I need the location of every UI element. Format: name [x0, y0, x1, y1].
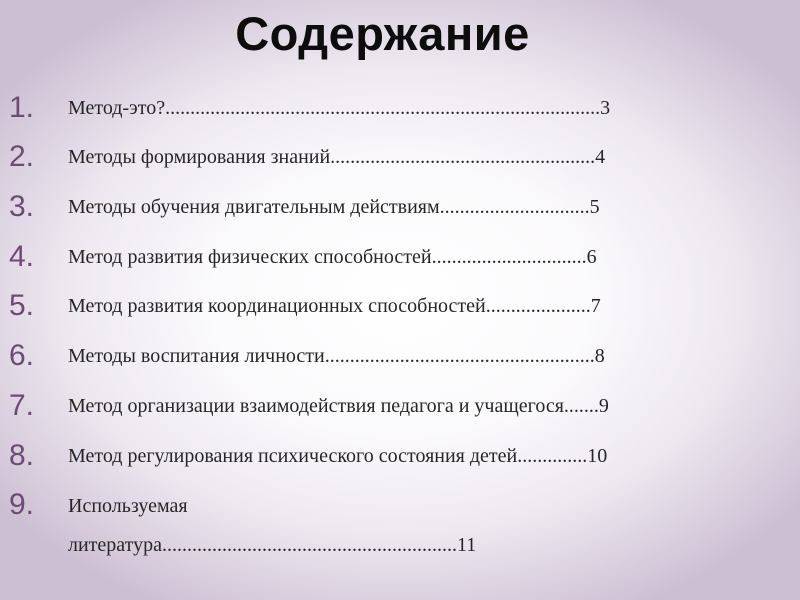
item-number: 7.	[9, 389, 35, 422]
item-text-line-1: Используемая	[68, 495, 188, 517]
item-number: 9.	[9, 488, 35, 521]
item-number: 5.	[9, 289, 35, 322]
item-number: 4.	[9, 240, 35, 273]
item-text: Метод-это?.......................................................................................3	[68, 97, 611, 119]
page-title: Содержание	[235, 7, 530, 60]
item-number: 6.	[9, 339, 35, 372]
item-text: Методы обучения двигательным действиям..............................5	[68, 196, 600, 218]
item-text: Методы воспитания личности......................................................8	[68, 345, 605, 367]
item-text: Метод регулирования психического состояния детей..............10	[68, 445, 608, 467]
item-number: 2.	[9, 140, 35, 173]
item-text: Метод развития физических способностей...............................6	[68, 246, 597, 268]
item-text: Метод развития координационных способностей.....................7	[68, 295, 601, 317]
item-text-line-2: литература...........................................................11	[68, 534, 477, 556]
item-number: 1.	[9, 91, 35, 124]
item-text: Методы формирования знаний.....................................................4	[68, 146, 606, 168]
item-number: 3.	[9, 190, 35, 223]
item-number: 8.	[9, 439, 35, 472]
item-text: Метод организации взаимодействия педагога и учащегося.......9	[68, 395, 609, 417]
